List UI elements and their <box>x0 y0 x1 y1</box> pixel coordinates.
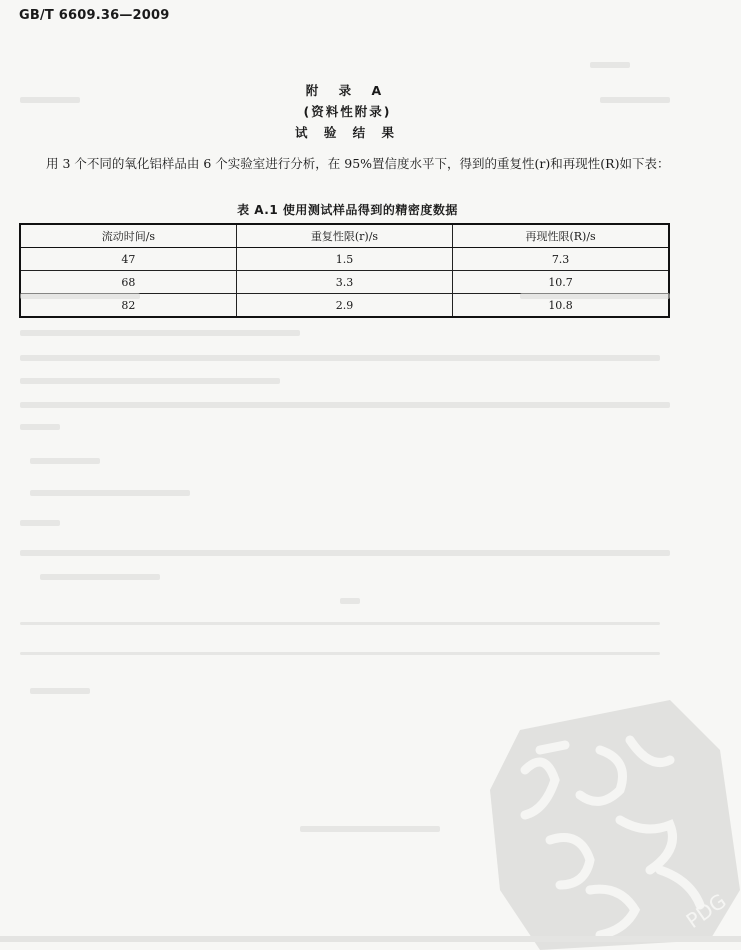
table-header-row <box>20 224 669 248</box>
table-header-cell: 流动时间/s <box>20 224 236 248</box>
table-cell: 68 <box>20 271 236 294</box>
table-cell: 10.8 <box>453 294 669 318</box>
appendix-subtitle: (资料性附录) <box>303 104 392 119</box>
table-cell: 10.7 <box>453 271 669 294</box>
table-cell: 82 <box>20 294 236 318</box>
table-row <box>20 248 669 271</box>
watermark-stamp <box>480 690 741 950</box>
precision-data-table <box>19 223 670 318</box>
table-cell: 7.3 <box>453 248 669 271</box>
table-header-cell: 再现性限(R)/s <box>453 224 669 248</box>
appendix-title: 附 录 A <box>305 83 390 98</box>
table-caption: 表 A.1 使用测试样品得到的精密度数据 <box>237 203 458 217</box>
watermark-text: PDG <box>681 888 731 934</box>
standard-code: GB/T 6609.36—2009 <box>19 8 170 23</box>
table-cell: 1.5 <box>236 248 452 271</box>
appendix-heading: 试 验 结 果 <box>294 125 401 140</box>
table-header-cell: 重复性限(r)/s <box>236 224 452 248</box>
scan-edge <box>0 936 741 942</box>
table-cell: 2.9 <box>236 294 452 318</box>
table-cell: 47 <box>20 248 236 271</box>
table-cell: 3.3 <box>236 271 452 294</box>
table-row <box>20 271 669 294</box>
intro-paragraph: 用 3 个不同的氧化铝样品由 6 个实验室进行分析，在 95%置信度水平下，得到的重复性(r)和再现性(R)如下表： <box>46 156 670 171</box>
